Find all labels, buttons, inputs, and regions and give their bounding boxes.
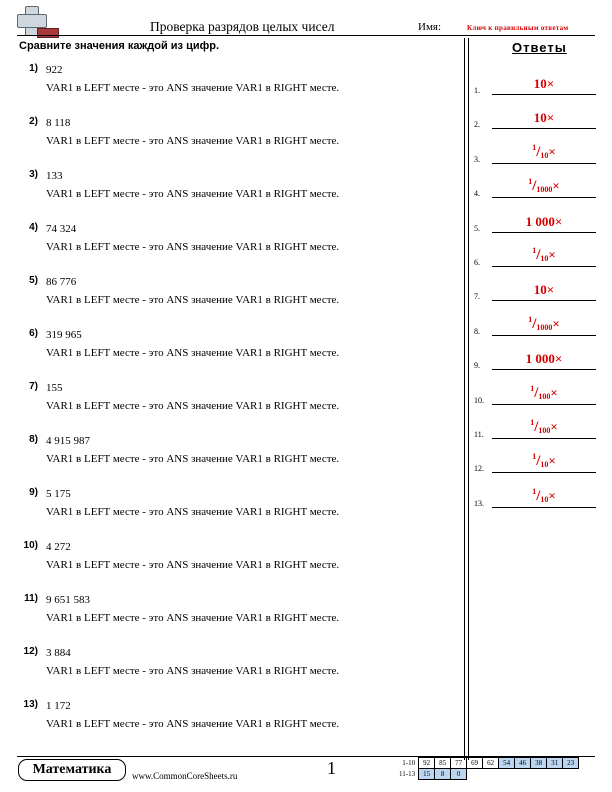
problem-statement: VAR1 в LEFT месте - это ANS значение VAR1 в RIGHT месте. (46, 294, 340, 306)
score-cell: 46 (515, 758, 531, 769)
answer-line (492, 300, 596, 301)
answer-value: $^1/_{10}\times$ (532, 452, 556, 470)
answer-denominator: 1000 (536, 322, 553, 332)
problem-statement: VAR1 в LEFT месте - это ANS значение VAR1 в RIGHT месте. (46, 347, 340, 359)
answer-value: 10× (533, 110, 555, 126)
problem-value: 155 (46, 382, 63, 394)
answer-denominator: 10 (540, 254, 549, 263)
score-cell: 92 (419, 758, 435, 769)
problem-statement: VAR1 в LEFT месте - это ANS значение VAR1 в RIGHT месте. (46, 400, 340, 412)
answer-value: $^1/_{10}\times$ (532, 486, 556, 504)
problem-statement: VAR1 в LEFT месте - это ANS значение VAR1 в RIGHT месте. (46, 241, 340, 253)
problem-number: 1) (29, 63, 38, 74)
problem-item (18, 222, 458, 270)
answer-value: 10× (533, 282, 555, 298)
problem-statement: VAR1 в LEFT месте - это ANS значение VAR1 в RIGHT месте. (46, 718, 340, 730)
problem-number: 8) (29, 434, 38, 445)
answer-numerator: 1 (530, 418, 535, 427)
score-range-label: 1-10 (402, 759, 416, 767)
problem-number: 2) (29, 116, 38, 127)
instructions: Сравните значения каждой из цифр. (19, 40, 220, 52)
answer-number: 3. (474, 154, 480, 164)
answer-denominator: 10 (540, 494, 549, 504)
score-cell: 23 (563, 758, 579, 769)
problem-value: 4 915 987 (46, 435, 90, 447)
answer-line (492, 404, 596, 405)
problem-value: 3 884 (46, 647, 71, 659)
answer-number: 13. (474, 498, 484, 508)
answer-value: $^1/_{10}\times$ (532, 142, 556, 160)
problem-item (18, 646, 458, 694)
answer-number: 5. (474, 223, 480, 233)
answer-line (492, 438, 596, 439)
problem-value: 9 651 583 (46, 594, 90, 606)
footer-url: www.CommonCoreSheets.ru (132, 771, 238, 781)
answer-suffix: × (552, 315, 560, 331)
answer-line (492, 94, 596, 95)
problem-item (18, 275, 458, 323)
answer-row (474, 308, 596, 338)
brand-badge: Математика (18, 759, 126, 781)
answer-suffix: × (548, 143, 556, 159)
column-divider (464, 38, 465, 760)
answer-number: 8. (474, 326, 480, 336)
answer-value: $^1/_{100}\times$ (530, 383, 558, 401)
score-cell: 15 (419, 769, 435, 780)
problem-item (18, 328, 458, 376)
answer-number: 4. (474, 189, 480, 199)
problem-value: 319 965 (46, 329, 82, 341)
answer-numerator: 1 (528, 314, 533, 324)
problem-number: 13) (23, 699, 38, 710)
problem-value: 1 172 (46, 700, 71, 712)
answer-row (474, 377, 596, 407)
problem-value: 86 776 (46, 276, 77, 288)
problem-statement: VAR1 в LEFT месте - это ANS значение VAR1 в RIGHT месте. (46, 453, 340, 465)
score-cell: 8 (435, 769, 451, 780)
score-row (397, 758, 579, 769)
answer-line (492, 335, 596, 336)
problem-value: 922 (46, 64, 63, 76)
answer-row (474, 101, 596, 131)
answer-numerator: 1 (530, 383, 535, 393)
answer-number: 11. (474, 430, 484, 439)
problem-item (18, 593, 458, 641)
answer-line (492, 128, 596, 129)
answer-line (492, 266, 596, 267)
problem-number: 12) (23, 646, 38, 657)
problem-statement: VAR1 в LEFT месте - это ANS значение VAR1 в RIGHT месте. (46, 135, 340, 147)
problem-number: 7) (29, 381, 38, 392)
answer-suffix: × (552, 178, 560, 194)
answer-row (474, 170, 596, 200)
problem-number: 5) (29, 275, 38, 286)
answer-line (492, 507, 596, 508)
answer-denominator: 100 (538, 426, 551, 435)
problem-item (18, 434, 458, 482)
answer-value: 10× (533, 76, 555, 91)
problem-item (18, 699, 458, 747)
problem-statement: VAR1 в LEFT месте - это ANS значение VAR1 в RIGHT месте. (46, 665, 340, 677)
answer-number: 6. (474, 258, 480, 267)
score-cell: 69 (467, 758, 483, 769)
problem-number: 3) (29, 169, 38, 180)
answer-value: $^1/_{1000}\times$ (528, 177, 560, 195)
worksheet-title: Проверка разрядов целых чисел (150, 19, 335, 34)
score-cell: 38 (531, 758, 547, 769)
answer-number: 7. (474, 292, 480, 302)
answer-value: $^1/_{10}\times$ (532, 246, 556, 263)
answer-denominator: 100 (538, 391, 551, 401)
problem-statement: VAR1 в LEFT месте - это ANS значение VAR1 в RIGHT месте. (46, 188, 340, 200)
column-divider (468, 38, 469, 760)
problem-item (18, 540, 458, 588)
score-cell: 62 (483, 758, 499, 769)
answer-row (474, 342, 596, 372)
answer-value: $^1/_{100}\times$ (530, 418, 558, 435)
answer-line (492, 472, 596, 473)
answer-row (474, 411, 596, 441)
answer-numerator: 1 (532, 452, 537, 462)
answer-value: $^1/_{1000}\times$ (528, 314, 560, 332)
answer-row (474, 136, 596, 166)
problem-number: 9) (29, 487, 38, 498)
answer-row (474, 239, 596, 269)
answer-line (492, 163, 596, 164)
page-number: 1 (327, 758, 336, 778)
problem-statement: VAR1 в LEFT месте - это ANS значение VAR1 в RIGHT месте. (46, 506, 340, 518)
problem-number: 11) (24, 593, 38, 604)
problem-value: 5 175 (46, 488, 71, 500)
answer-number: 12. (474, 464, 484, 474)
answer-denominator: 10 (540, 150, 549, 160)
problem-number: 6) (29, 328, 38, 339)
problem-number: 10) (23, 540, 38, 551)
problem-item (18, 116, 458, 164)
problem-value: 133 (46, 170, 63, 182)
problem-item (18, 487, 458, 535)
answer-number: 1. (474, 86, 480, 95)
answer-row (474, 273, 596, 303)
problem-value: 4 272 (46, 541, 71, 553)
answer-suffix: × (550, 384, 558, 400)
answers-title: Ответы (512, 40, 567, 55)
answer-suffix: × (548, 247, 556, 262)
answer-row (474, 205, 596, 235)
score-cell: 77 (451, 758, 467, 769)
answer-key-label: Ключ к правильным ответам (467, 24, 569, 32)
score-cell: 54 (499, 758, 515, 769)
problem-item (18, 63, 458, 111)
answer-suffix: × (550, 419, 558, 434)
problem-value: 74 324 (46, 223, 77, 235)
score-table (397, 757, 579, 780)
header-divider (17, 35, 595, 36)
answer-line (492, 197, 596, 198)
answer-numerator: 1 (528, 177, 533, 187)
answer-value: 1 000× (525, 351, 563, 367)
answer-line (492, 369, 596, 370)
answer-denominator: 1000 (536, 185, 553, 195)
problem-number: 4) (29, 222, 38, 233)
answer-numerator: 1 (532, 246, 537, 255)
answer-suffix: × (548, 487, 556, 503)
answer-row (474, 480, 596, 510)
problem-statement: VAR1 в LEFT месте - это ANS значение VAR1 в RIGHT месте. (46, 559, 340, 571)
answer-numerator: 1 (532, 486, 537, 496)
problem-statement: VAR1 в LEFT месте - это ANS значение VAR1 в RIGHT месте. (46, 612, 340, 624)
score-cell: 31 (547, 758, 563, 769)
answer-row (474, 67, 596, 97)
answer-line (492, 232, 596, 233)
problem-statement: VAR1 в LEFT месте - это ANS значение VAR1 в RIGHT месте. (46, 82, 340, 94)
answer-number: 2. (474, 120, 480, 130)
answer-number: 9. (474, 361, 480, 371)
problem-item (18, 381, 458, 429)
problem-item (18, 169, 458, 217)
answer-row (474, 445, 596, 475)
score-cell: 0 (451, 769, 467, 780)
name-label: Имя: (418, 21, 442, 33)
answer-suffix: × (548, 453, 556, 469)
problem-value: 8 118 (46, 117, 71, 129)
answer-value: 1 000× (525, 213, 563, 229)
answer-numerator: 1 (532, 142, 537, 152)
site-logo-icon (17, 6, 57, 38)
score-range-label: 11-13 (399, 770, 416, 778)
answer-denominator: 10 (540, 460, 549, 470)
score-cell: 85 (435, 758, 451, 769)
score-row (397, 769, 579, 780)
answer-number: 10. (474, 395, 484, 405)
